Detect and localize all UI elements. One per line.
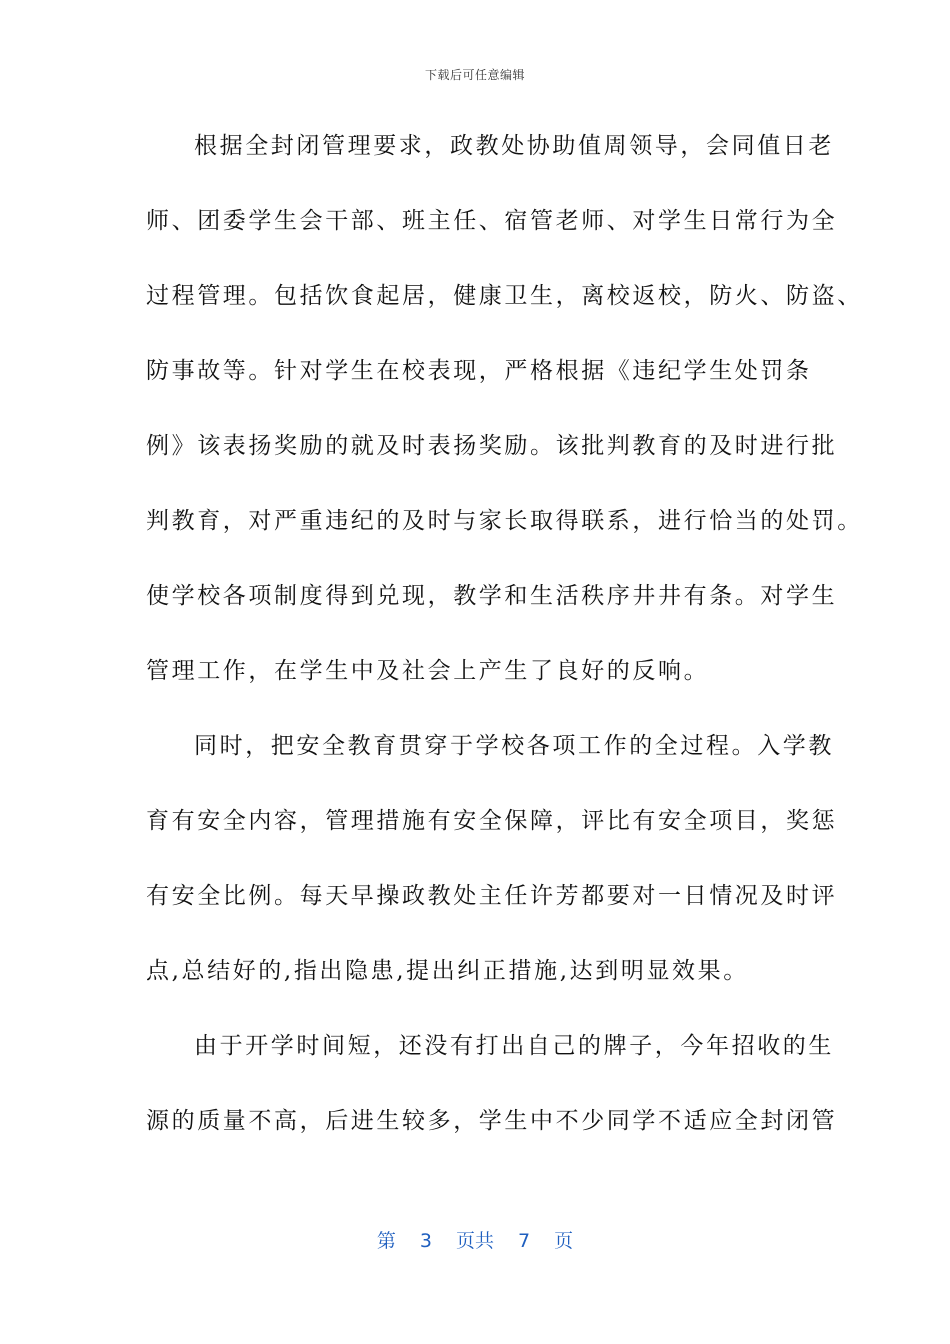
footer-middle: 页共 xyxy=(455,1230,494,1252)
footer-total-pages: 7 xyxy=(518,1230,531,1252)
paragraph-line: 防事故等。针对学生在校表现，严格根据《违纪学生处罚条 xyxy=(146,358,812,384)
paragraph-line: 根据全封闭管理要求，政教处协助值周领导，会同值日老 xyxy=(194,133,834,159)
footer-current-page: 3 xyxy=(419,1230,432,1252)
paragraph-line: 管理工作，在学生中及社会上产生了良好的反响。 xyxy=(146,658,710,684)
paragraph-line: 过程管理。包括饮食起居，健康卫生，离校返校，防火、防盗、 xyxy=(146,283,863,309)
paragraph-line: 点,总结好的,指出隐患,提出纠正措施,达到明显效果。 xyxy=(146,958,749,984)
paragraph-line: 使学校各项制度得到兑现，教学和生活秩序井井有条。对学生 xyxy=(146,583,838,609)
footer-suffix: 页 xyxy=(554,1230,574,1252)
paragraph-line: 判教育，对严重违纪的及时与家长取得联系，进行恰当的处罚。 xyxy=(146,508,863,534)
footer-prefix: 第 xyxy=(376,1230,396,1252)
paragraph-line: 同时，把安全教育贯穿于学校各项工作的全过程。入学教 xyxy=(194,733,834,759)
paragraph-line: 有安全比例。每天早操政教处主任许芳都要对一日情况及时评 xyxy=(146,883,838,909)
paragraph-line: 育有安全内容，管理措施有安全保障，评比有安全项目，奖惩 xyxy=(146,808,838,834)
document-body xyxy=(146,124,863,1174)
paragraph-line: 由于开学时间短，还没有打出自己的牌子，今年招收的生 xyxy=(194,1033,834,1059)
page-header: 下载后可任意编辑 xyxy=(424,68,525,82)
paragraph-line: 师、团委学生会干部、班主任、宿管老师、对学生日常行为全 xyxy=(146,208,838,234)
paragraph-line: 例》该表扬奖励的就及时表扬奖励。该批判教育的及时进行批 xyxy=(146,433,838,459)
paragraph-line: 源的质量不高，后进生较多，学生中不少同学不适应全封闭管 xyxy=(146,1108,838,1134)
page-footer xyxy=(0,1226,950,1253)
